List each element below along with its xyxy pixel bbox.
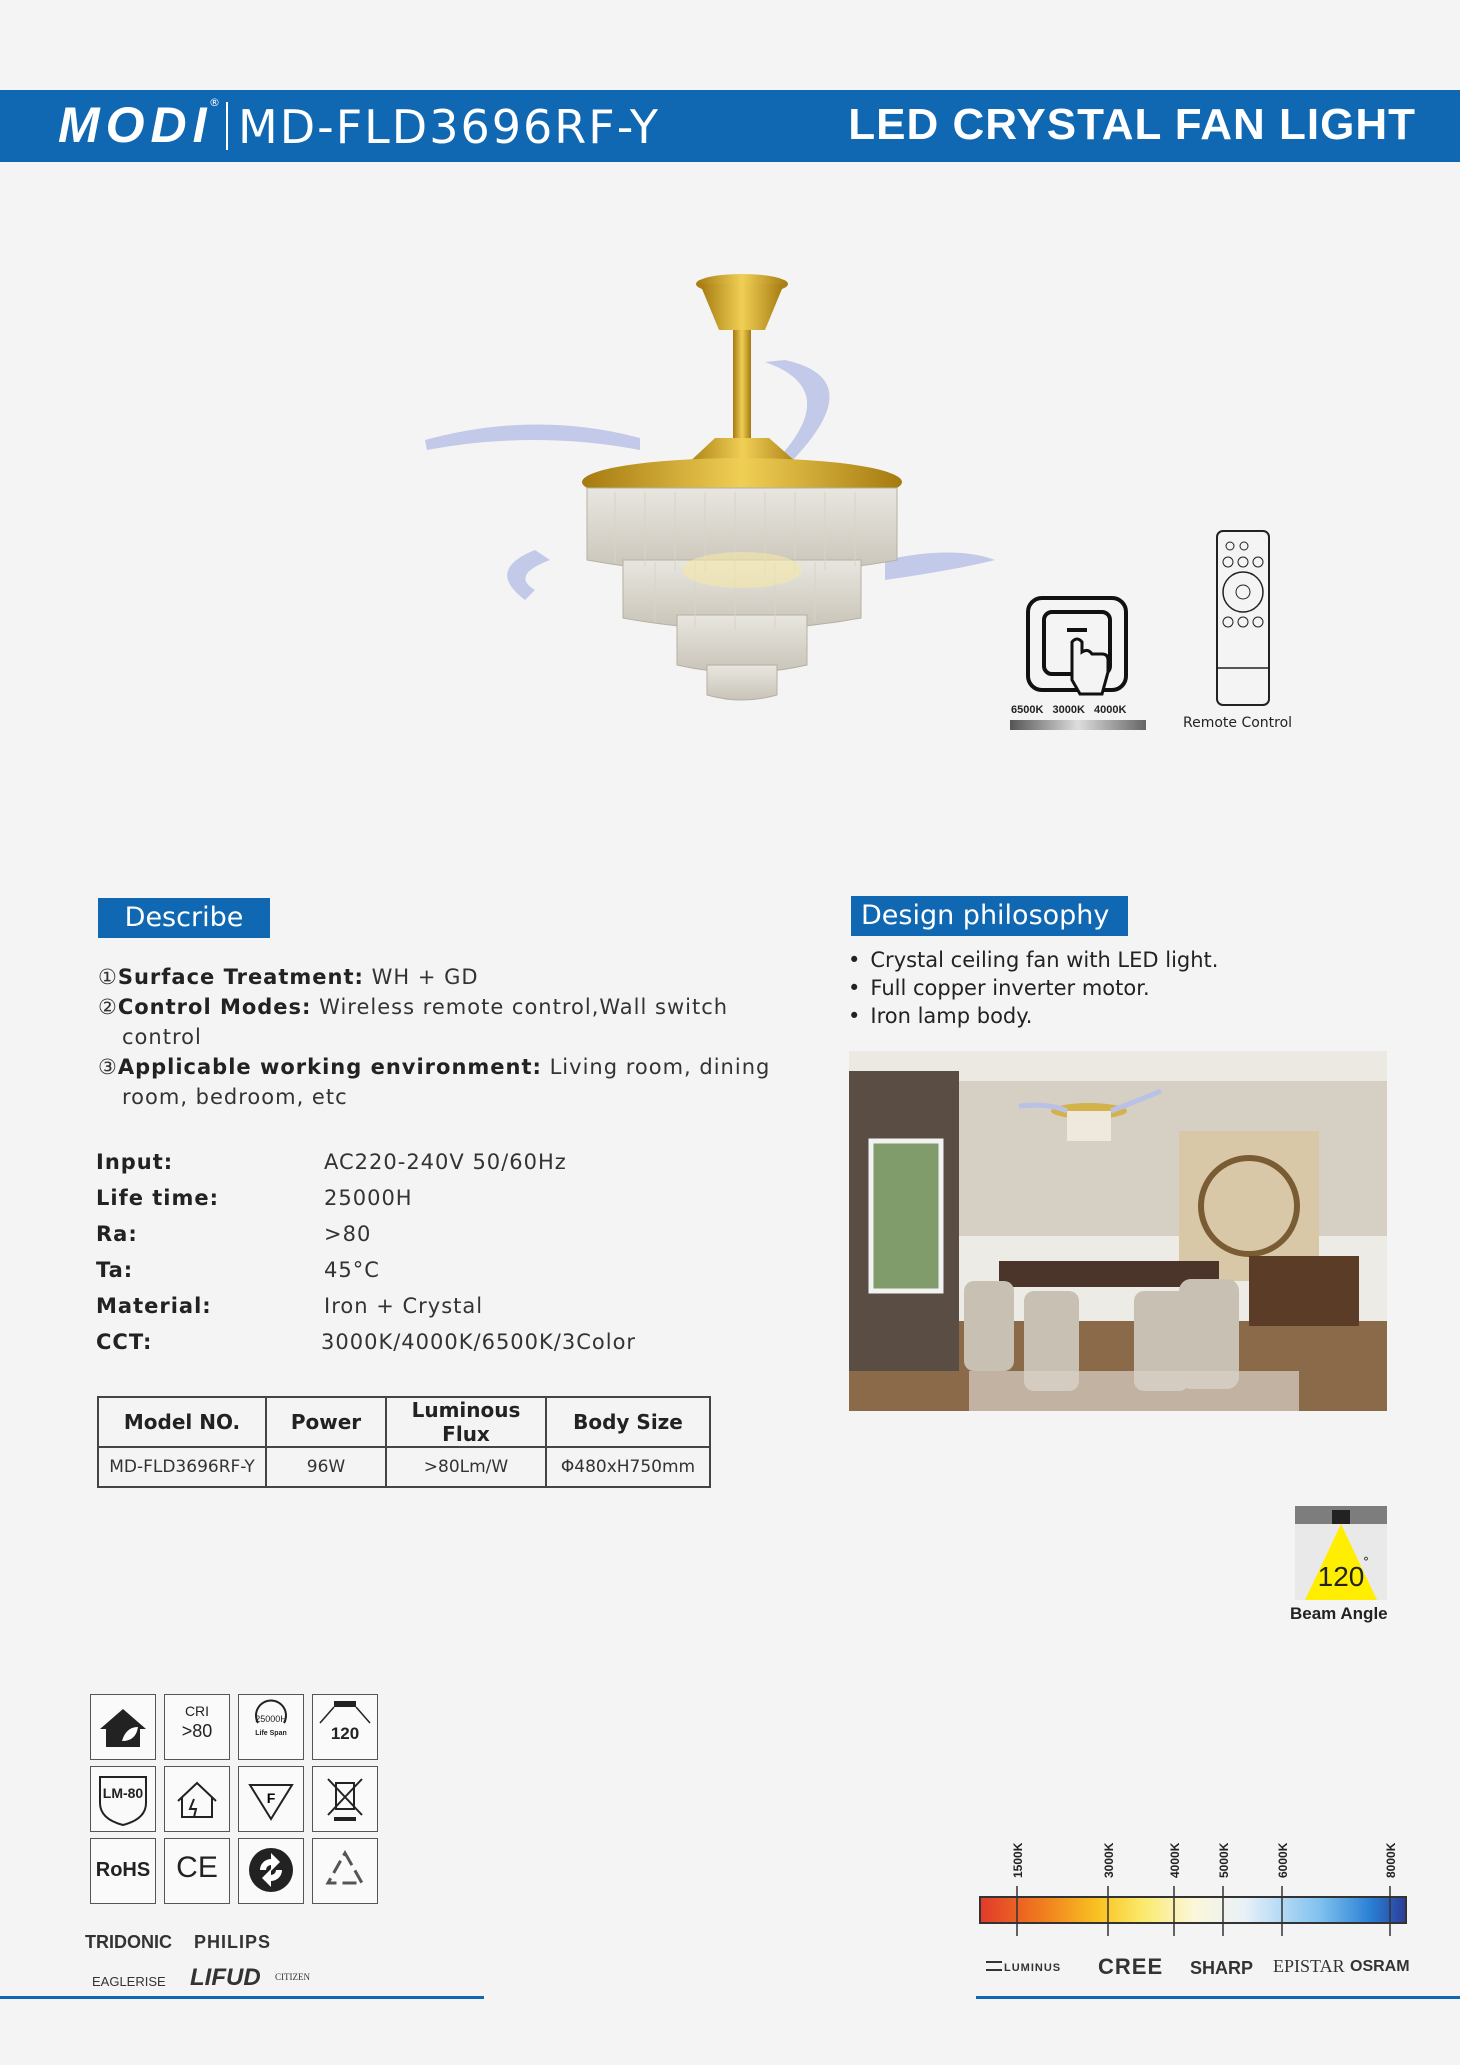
sharp-logo: SHARP <box>1190 1958 1254 1978</box>
table-row <box>98 1447 710 1487</box>
remote-caption: Remote Control <box>1183 715 1293 731</box>
luminus-text: LUMINUS <box>1004 1962 1062 1974</box>
footer-line-right <box>976 1996 1460 1999</box>
item-number: ② <box>98 995 118 1019</box>
remote-control-icon <box>1214 528 1272 710</box>
brand-logo: MODI <box>58 97 213 153</box>
ce-label: CE <box>176 1851 218 1884</box>
wall-switch-icon <box>1024 594 1130 700</box>
item-label: Applicable working environment: <box>117 1055 542 1079</box>
model-table <box>97 1396 711 1488</box>
product-image <box>415 270 1005 710</box>
item-value-continued: control <box>122 1025 202 1049</box>
scale-tick-lines <box>979 1886 1407 1936</box>
luminus-logo <box>986 1961 1061 1974</box>
f-mark-icon <box>238 1766 304 1832</box>
spec-value: >80 <box>324 1222 372 1246</box>
spec-row <box>96 1186 696 1222</box>
fan-blade <box>425 424 640 450</box>
kelvin-tick: 1500K <box>1011 1842 1025 1878</box>
table-header-row <box>98 1397 710 1447</box>
spec-label: CCT: <box>96 1330 153 1354</box>
osram-logo: OSRAM <box>1350 1958 1410 1975</box>
table-cell: Φ480xH750mm <box>546 1447 710 1487</box>
kelvin-tick: 5000K <box>1217 1842 1231 1878</box>
item-number: ① <box>98 965 118 989</box>
spec-value: 45°C <box>324 1258 380 1282</box>
citizen-logo: CITIZEN <box>275 1972 310 1982</box>
epistar-logo: EPISTAR <box>1273 1956 1345 1976</box>
lifud-logo: LIFUD <box>190 1964 261 1991</box>
svg-text:F: F <box>266 1790 276 1806</box>
spec-label: Life time: <box>96 1186 220 1210</box>
room-scene-photo <box>849 1051 1387 1411</box>
beam-angle-caption: Beam Angle <box>1290 1604 1388 1623</box>
lm80-label: LM-80 <box>102 1785 144 1801</box>
fan-blade <box>507 550 550 600</box>
design-philosophy-tag: Design philosophy <box>851 896 1128 936</box>
table-cell: 96W <box>266 1447 386 1487</box>
spec-row <box>96 1150 696 1186</box>
kelvin-tick: 3000K <box>1102 1842 1116 1878</box>
lifespan-label: Life Span <box>255 1730 287 1737</box>
item-value-continued: room, bedroom, etc <box>122 1085 348 1109</box>
cct-label: 6500K <box>1011 704 1044 716</box>
spec-row <box>96 1330 696 1366</box>
describe-item <box>98 962 798 992</box>
spec-row <box>96 1222 696 1258</box>
eaglerise-logo: EAGLERISE <box>92 1974 166 1989</box>
green-dot-icon <box>238 1838 304 1904</box>
table-header: Body Size <box>546 1397 710 1447</box>
kelvin-tick: 6000K <box>1276 1842 1290 1878</box>
item-value: Living room, dining <box>549 1055 771 1079</box>
spec-row <box>96 1258 696 1294</box>
spec-row <box>96 1294 696 1330</box>
table-cell: >80Lm/W <box>386 1447 546 1487</box>
weee-bin-icon <box>312 1766 378 1832</box>
cct-gradient-bar <box>1010 720 1146 730</box>
describe-list <box>98 962 798 1112</box>
rohs-icon <box>90 1838 156 1904</box>
footer-line-left <box>0 1996 484 1999</box>
model-title: MD-FLD3696RF-Y <box>238 100 660 154</box>
cri-label: CRI <box>184 1703 210 1719</box>
cct-label: 3000K <box>1052 704 1085 716</box>
recycle-icon <box>312 1838 378 1904</box>
describe-item <box>98 1052 798 1082</box>
angle-value: 120 <box>330 1724 360 1743</box>
item-number: ③ <box>98 1055 118 1079</box>
beam-angle-value: 120 <box>1317 1561 1365 1592</box>
cri-icon <box>164 1694 230 1760</box>
spec-value: 25000H <box>324 1186 413 1210</box>
cree-logo: CREE <box>1098 1954 1164 1979</box>
rohs-label: RoHS <box>95 1859 151 1881</box>
spec-label: Material: <box>96 1294 212 1318</box>
cct-label: 4000K <box>1093 704 1127 716</box>
item-label: Surface Treatment: <box>117 965 364 989</box>
item-label: Control Modes: <box>117 995 312 1019</box>
item-value: Wireless remote control,Wall switch <box>319 995 729 1019</box>
item-value: WH + GD <box>371 965 479 989</box>
tridonic-logo: TRIDONIC <box>85 1932 172 1952</box>
design-bullet: • Crystal ceiling fan with LED light. <box>848 948 1218 972</box>
energy-home-icon <box>164 1766 230 1832</box>
spec-label: Ta: <box>96 1258 134 1282</box>
table-header: Power <box>266 1397 386 1447</box>
spec-label: Ra: <box>96 1222 138 1246</box>
philips-logo: PHILIPS <box>194 1932 272 1952</box>
cct-labels <box>1011 704 1126 716</box>
table-header: Luminous Flux <box>386 1397 546 1447</box>
describe-tag: Describe <box>98 898 270 938</box>
svg-text:°: ° <box>1363 1555 1369 1569</box>
registered-mark: ® <box>209 96 220 109</box>
beam-angle-icon <box>1295 1506 1387 1600</box>
design-bullet: • Full copper inverter motor. <box>848 976 1150 1000</box>
indoor-use-icon <box>90 1694 156 1760</box>
fan-blade <box>885 553 995 581</box>
product-title: LED CRYSTAL FAN LIGHT <box>848 100 1416 149</box>
spec-value: AC220-240V 50/60Hz <box>324 1150 567 1174</box>
spec-label: Input: <box>96 1150 174 1174</box>
design-bullet: • Iron lamp body. <box>848 1004 1032 1028</box>
header-divider <box>226 102 228 150</box>
lifespan-value: 25000H <box>255 1714 287 1724</box>
lifespan-icon <box>238 1694 304 1760</box>
kelvin-tick: 4000K <box>1168 1842 1182 1878</box>
spec-value: 3000K/4000K/6500K/3Color <box>321 1330 637 1354</box>
lm80-icon <box>90 1766 156 1832</box>
describe-item <box>98 992 798 1022</box>
cri-value: >80 <box>181 1721 213 1741</box>
kelvin-tick: 8000K <box>1384 1842 1398 1878</box>
spec-value: Iron + Crystal <box>324 1294 484 1318</box>
angle-icon <box>312 1694 378 1760</box>
table-header: Model NO. <box>98 1397 266 1447</box>
table-cell: MD-FLD3696RF-Y <box>98 1447 266 1487</box>
ce-icon <box>164 1838 230 1904</box>
